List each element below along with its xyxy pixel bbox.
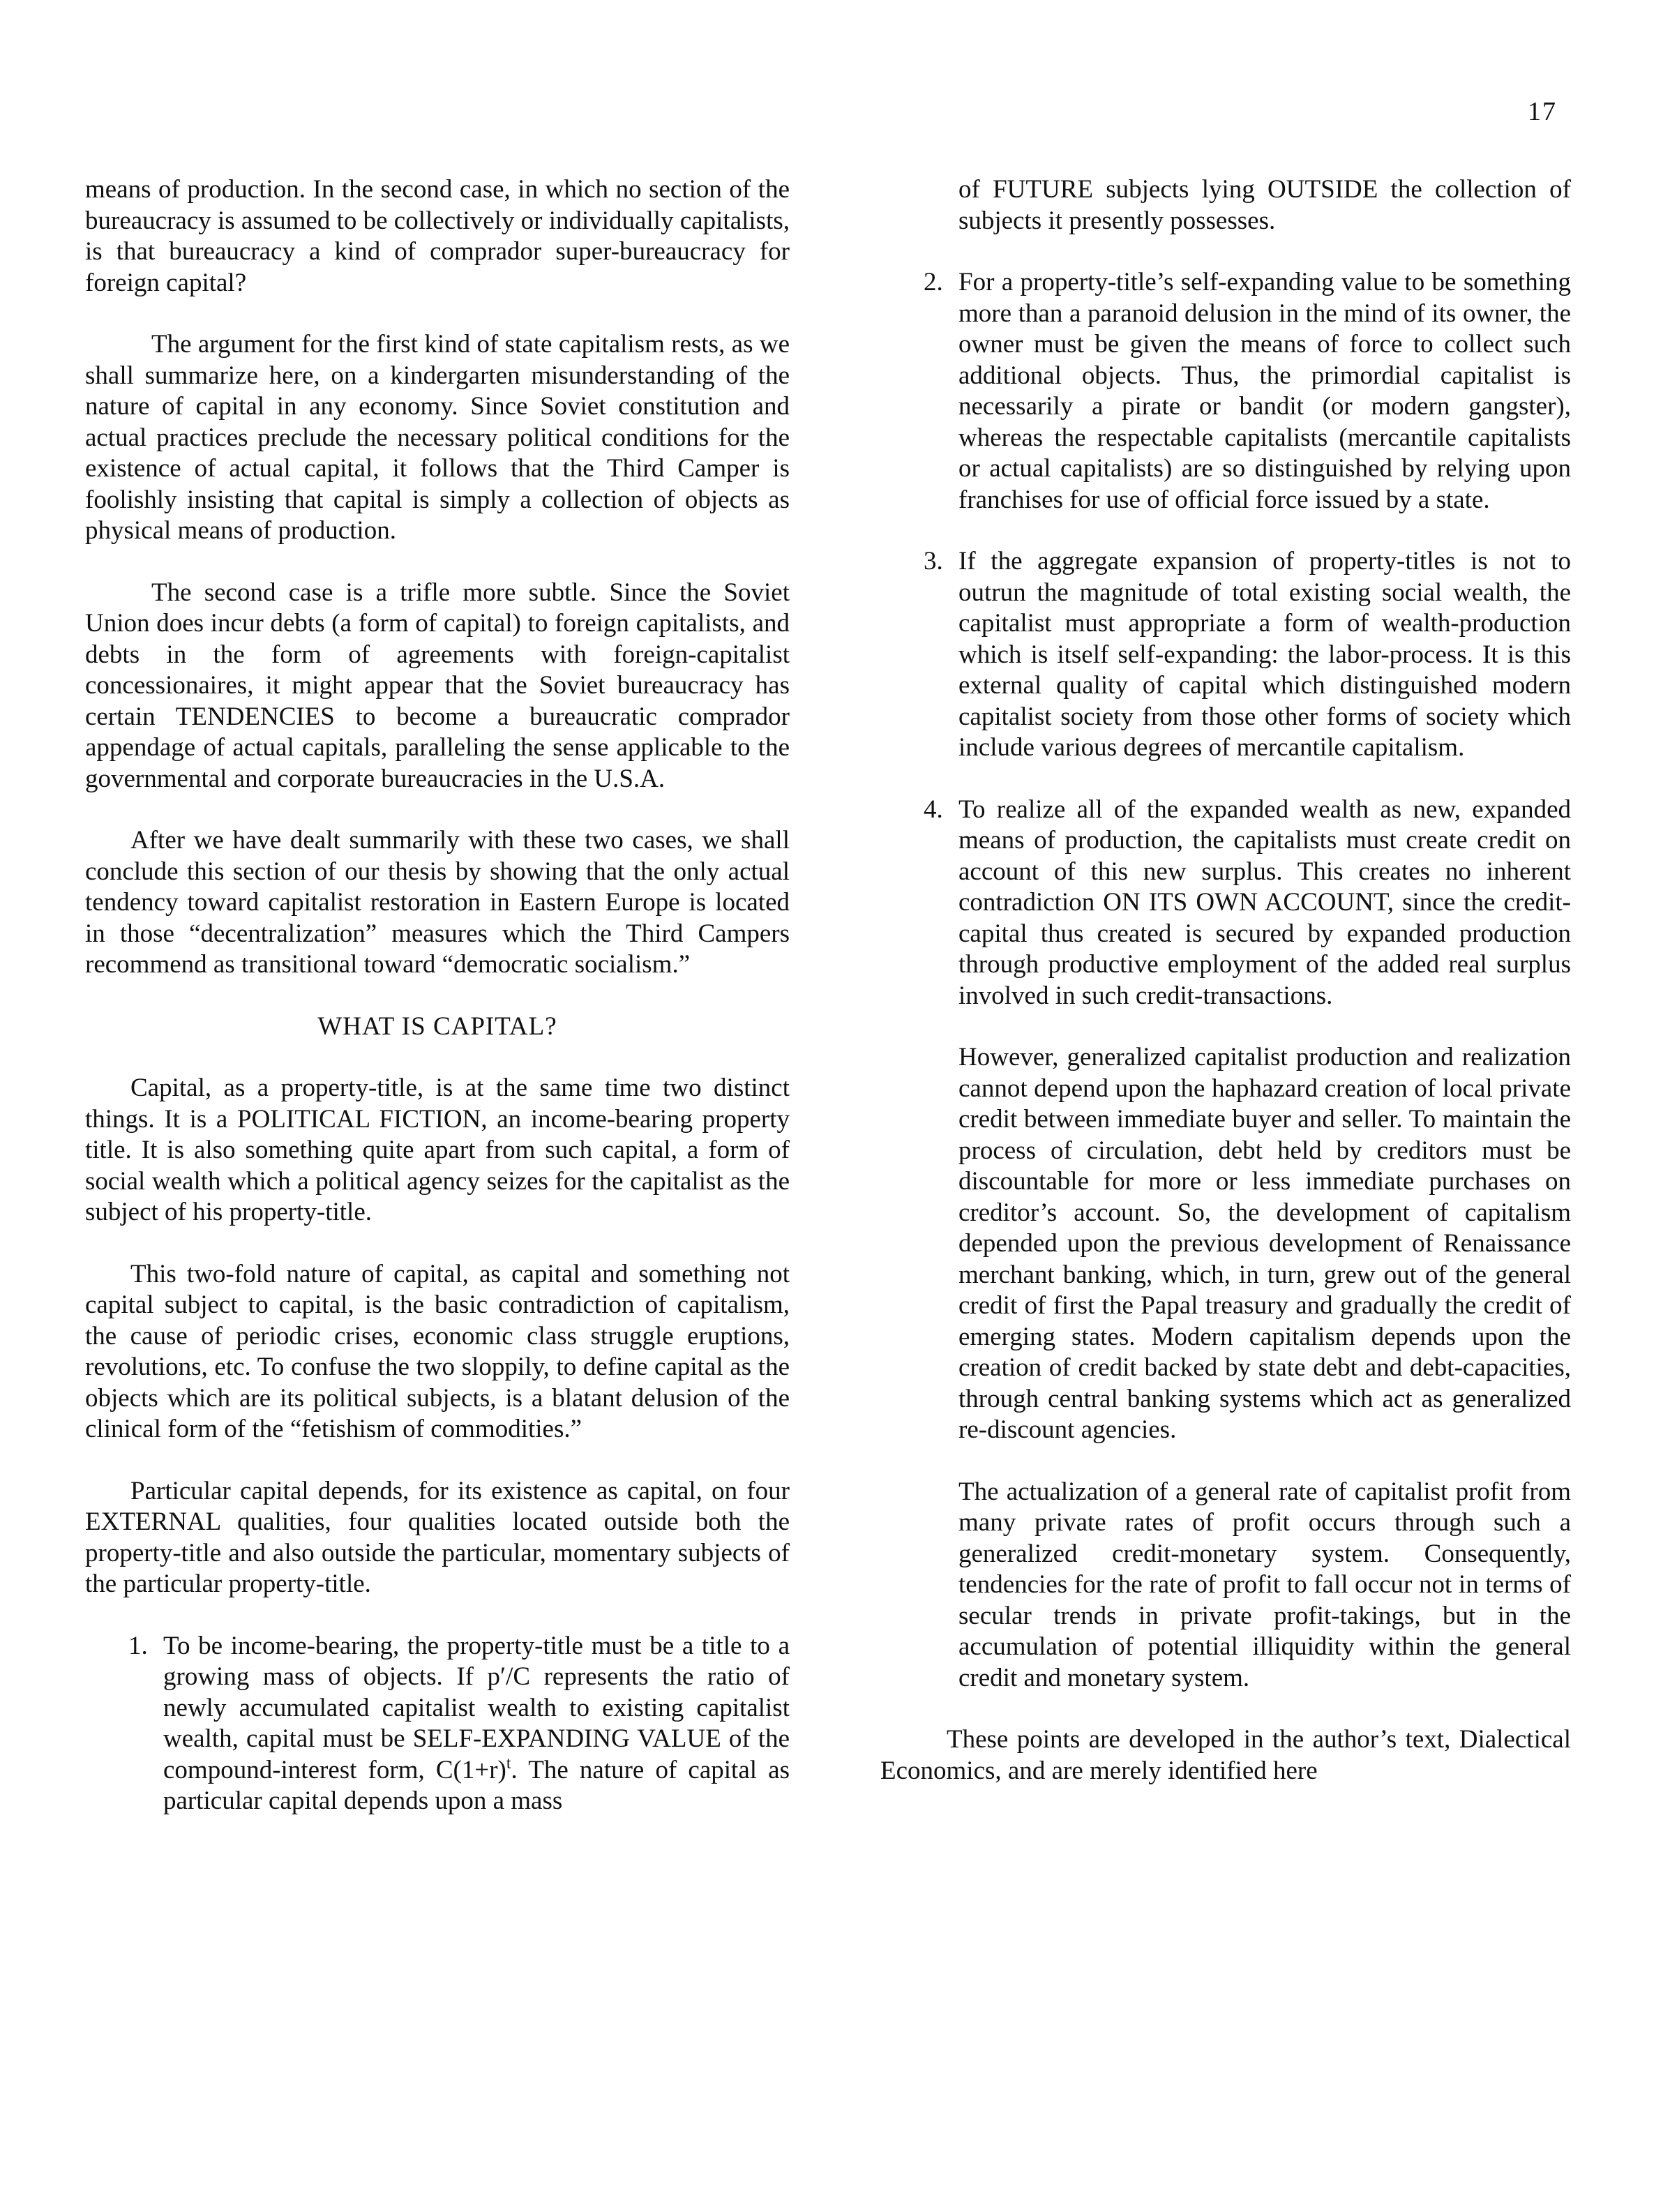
paragraph-capital-definition: Capital, as a property-title, is at the same time two distinct things. It is a POLITICAL FICTION, an income-bearing property title. It is also something quite apart from such capital, a form of social wealth which a political agency seizes for the capitalist as the subject of his property-title.: [85, 1074, 790, 1226]
paragraph-after-two-cases: After we have dealt summarily with these two cases, we shall conclude this section of our thesis by showing that the only actual tendency toward capitalist restoration in Eastern Europe is located in those “decentralization” measures which the Third Campers recommend as transitional toward “democratic socialism.”: [85, 826, 790, 979]
external-qualities-list-continued: [880, 267, 1571, 1011]
right-column: [880, 174, 1571, 1786]
paragraph-actualization-profit: The actualization of a general rate of capitalist profit from many private rates of profit occurs through such a generalized credit-monetary system. Consequently, tendencies for the rate of profit to fall occur not in terms of secular trends in private profit-takings, but in the accumulation of potential illiquidity within the general credit and monetary system.: [958, 1477, 1571, 1692]
list-item-1-continuation: of FUTURE subjects lying OUTSIDE the collection of subjects it presently possesses.: [958, 175, 1571, 235]
list-item-1: [85, 1631, 790, 1817]
formula-base: C(1+r): [435, 1755, 506, 1784]
list-item-2: [880, 267, 1571, 516]
list-item-text: To be income-bearing, the property-title must be a title to a growing mass of objects. If p′/C represents the ratio of newly accumulated capitalist wealth to existing capitalist wealth, capital must be SELF-EXPANDING VALUE of the compound-interest form,: [163, 1631, 790, 1784]
list-item-number: 3.: [924, 547, 943, 575]
list-item-number: 4.: [924, 795, 943, 824]
compound-interest-formula: [436, 1756, 511, 1784]
paragraph-external-qualities: Particular capital depends, for its existence as capital, on four EXTERNAL qualities, four qualities located outside both the property-title and also outside the particular, momentary subjects of the particular property-title.: [85, 1476, 790, 1598]
list-item-text: If the aggregate expansion of property-titles is not to outrun the magnitude of total existing social wealth, the capitalist must appropriate a form of wealth-production which is itself self-expanding: the labor-process. It is this external quality of capital which distinguished modern capitalist society from those other forms of society which include various degrees of mercantile capitalism.: [958, 547, 1571, 762]
list-item-number: 1.: [128, 1631, 148, 1660]
paragraph-however-credit: However, generalized capitalist production and realization cannot depend upon the haphazard creation of local private credit between immediate buyer and seller. To maintain the process of circulation, debt held by creditors must be discountable for more or less immediate purchases on creditor’s account. So, the development of capitalism depended upon the previous development of Renaissance merchant banking, which, in turn, grew out of the general credit of first the Papal treasury and gradually the credit of emerging states. Modern capitalism depends upon the creation of credit backed by state debt and debt-capacities, through central banking systems which act as generalized re-discount agencies.: [958, 1043, 1571, 1444]
paragraph-first-kind-argument: The argument for the first kind of state capitalism rests, as we shall summarize here, on a kindergarten misunderstanding of the nature of capital in any economy. Since Soviet constitution and actual practices preclude the necessary political conditions for the existence of actual capital, it follows that the Third Camper is foolishly insisting that capital is simply a collection of objects as physical means of production.: [85, 330, 790, 545]
page-number: 17: [1528, 97, 1557, 126]
paragraph-second-case-question: means of production. In the second case, in which no section of the bureaucracy is assumed to be collectively or individually capitalists, is that bureaucracy a kind of comprador super-bureaucracy for foreign capital?: [85, 175, 790, 297]
section-heading: WHAT IS CAPITAL?: [317, 1011, 557, 1041]
left-column: [85, 174, 790, 1817]
formula-exponent: t: [506, 1754, 511, 1773]
list-item-3: [880, 546, 1571, 764]
list-item-number: 2.: [924, 268, 943, 296]
list-item-4: [880, 795, 1571, 1012]
paragraph-second-case-subtle: The second case is a trifle more subtle. Since the Soviet Union does incur debts (a form of capital) to foreign capitalists, and debts in the form of agreements with foreign-capitalist concessionaires, it might appear that the Soviet bureaucracy has certain TENDENCIES to become a bureaucratic comprador appendage of actual capitals, paralleling the sense applicable to the governmental and corporate bureaucracies in the U.S.A.: [85, 578, 790, 793]
external-qualities-list: [85, 1631, 790, 1817]
list-item-text: For a property-title’s self-expanding value to be something more than a paranoid delusion in the mind of its owner, the owner must be given the means of force to collect such additional objects. Thus, the primordial capitalist is necessarily a pirate or bandit (or modern gangster), whereas the respectable capitalists (mercantile capitalists or actual capitalists) are so distinguished by relying upon franchises for use of official force issued by a state.: [958, 268, 1571, 514]
list-item-text: To realize all of the expanded wealth as new, expanded means of production, the capitalists must create credit on account of this new surplus. This creates no inherent contradiction ON ITS OWN ACCOUNT, since the credit-capital thus created is secured by expanded production through productive employment of the added real surplus involved in such credit-transactions.: [958, 795, 1571, 1010]
list-item-text-continued: . The nature of capital as particular capital depends upon a mass: [163, 1755, 790, 1815]
paragraph-two-fold-nature: This two-fold nature of capital, as capital and something not capital subject to capital, is the basic contradiction of capitalism, the cause of periodic crises, economic class struggle eruptions, revolutions, etc. To confuse the two sloppily, to define capital as the objects which are its political subjects, is a blatant delusion of the clinical form of the “fetishism of commodities.”: [85, 1259, 790, 1443]
paragraph-closing-note: These points are developed in the author’s text, Dialectical Economics, and are merely identified here: [880, 1725, 1571, 1785]
